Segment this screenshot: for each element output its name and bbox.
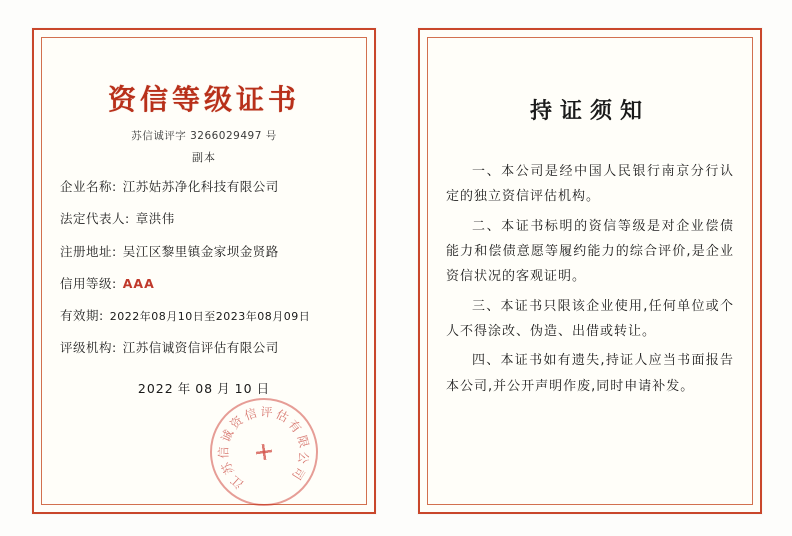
notice-panel	[418, 28, 762, 514]
notice-title: 持证须知	[529, 98, 650, 124]
field-value: 吴江区黎里镇金家坝金贤路	[122, 243, 279, 259]
field-validity-period	[60, 308, 348, 324]
issue-date-year: 2022	[137, 380, 174, 396]
field-registered-address	[60, 244, 348, 260]
seal-char: 限	[294, 433, 311, 450]
certificate-title: 资信等级证书	[107, 83, 300, 116]
notice-content	[420, 30, 760, 512]
notice-paragraph: 二、本证书标明的资信等级是对企业偿债能力和偿债意愿等履约能力的综合评价,是企业资信状况的客观证明。	[446, 218, 734, 285]
notice-paragraph: 三、本证书只限该企业使用,任何单位或个人不得涂改、伪造、出借或转让。	[446, 298, 734, 340]
field-value: 章洪伟	[135, 211, 175, 227]
field-label: 法定代表人:	[60, 211, 130, 227]
seal-char: 司	[288, 464, 308, 482]
field-label: 信用等级:	[60, 275, 117, 291]
issue-date-month: 08	[195, 380, 214, 396]
certificate-copy-label: 副本	[192, 151, 216, 164]
seal-char: 信	[216, 446, 232, 459]
certificate-panel	[32, 28, 376, 514]
field-label: 有效期:	[60, 308, 104, 323]
certificate-serial: 苏信诚评字 3266029497 号	[131, 130, 277, 142]
seal-char: 估	[273, 407, 291, 426]
seal-char: 有	[285, 417, 305, 436]
issue-date-day-unit: 日	[256, 380, 271, 396]
field-label: 注册地址:	[60, 243, 117, 259]
notice-paragraph: 一、本公司是经中国人民银行南京分行认定的独立资信评估机构。	[446, 164, 734, 205]
seal-char: 评	[260, 404, 274, 420]
field-rating-agency	[60, 340, 348, 356]
seal-char: 公	[295, 450, 312, 465]
seal-char: 资	[227, 413, 246, 433]
field-label: 企业名称:	[60, 179, 117, 194]
issue-date-year-unit: 年	[177, 380, 192, 396]
issue-date	[60, 379, 348, 397]
field-legal-representative	[60, 211, 348, 227]
field-value: 江苏姑苏净化科技有限公司	[122, 179, 279, 194]
seal-char: 诚	[218, 428, 236, 445]
field-value: AAA	[122, 275, 155, 291]
field-label: 评级机构:	[60, 340, 117, 356]
seal-char: 江	[228, 472, 247, 491]
field-company-name	[60, 179, 348, 195]
notice-paragraph: 四、本证书如有遗失,持证人应当书面报告本公司,并公开声明作废,同时申请补发。	[446, 353, 734, 394]
field-credit-grade	[60, 276, 348, 292]
seal-char: 苏	[218, 460, 237, 477]
issue-date-month-unit: 月	[217, 380, 231, 396]
certificate-content	[34, 30, 374, 512]
issue-date-day: 10	[234, 380, 253, 396]
field-value: 江苏信诚资信评估有限公司	[122, 340, 279, 356]
field-value: 2022年08月10日至2023年08月09日	[109, 310, 311, 323]
seal-char: 信	[242, 405, 259, 423]
